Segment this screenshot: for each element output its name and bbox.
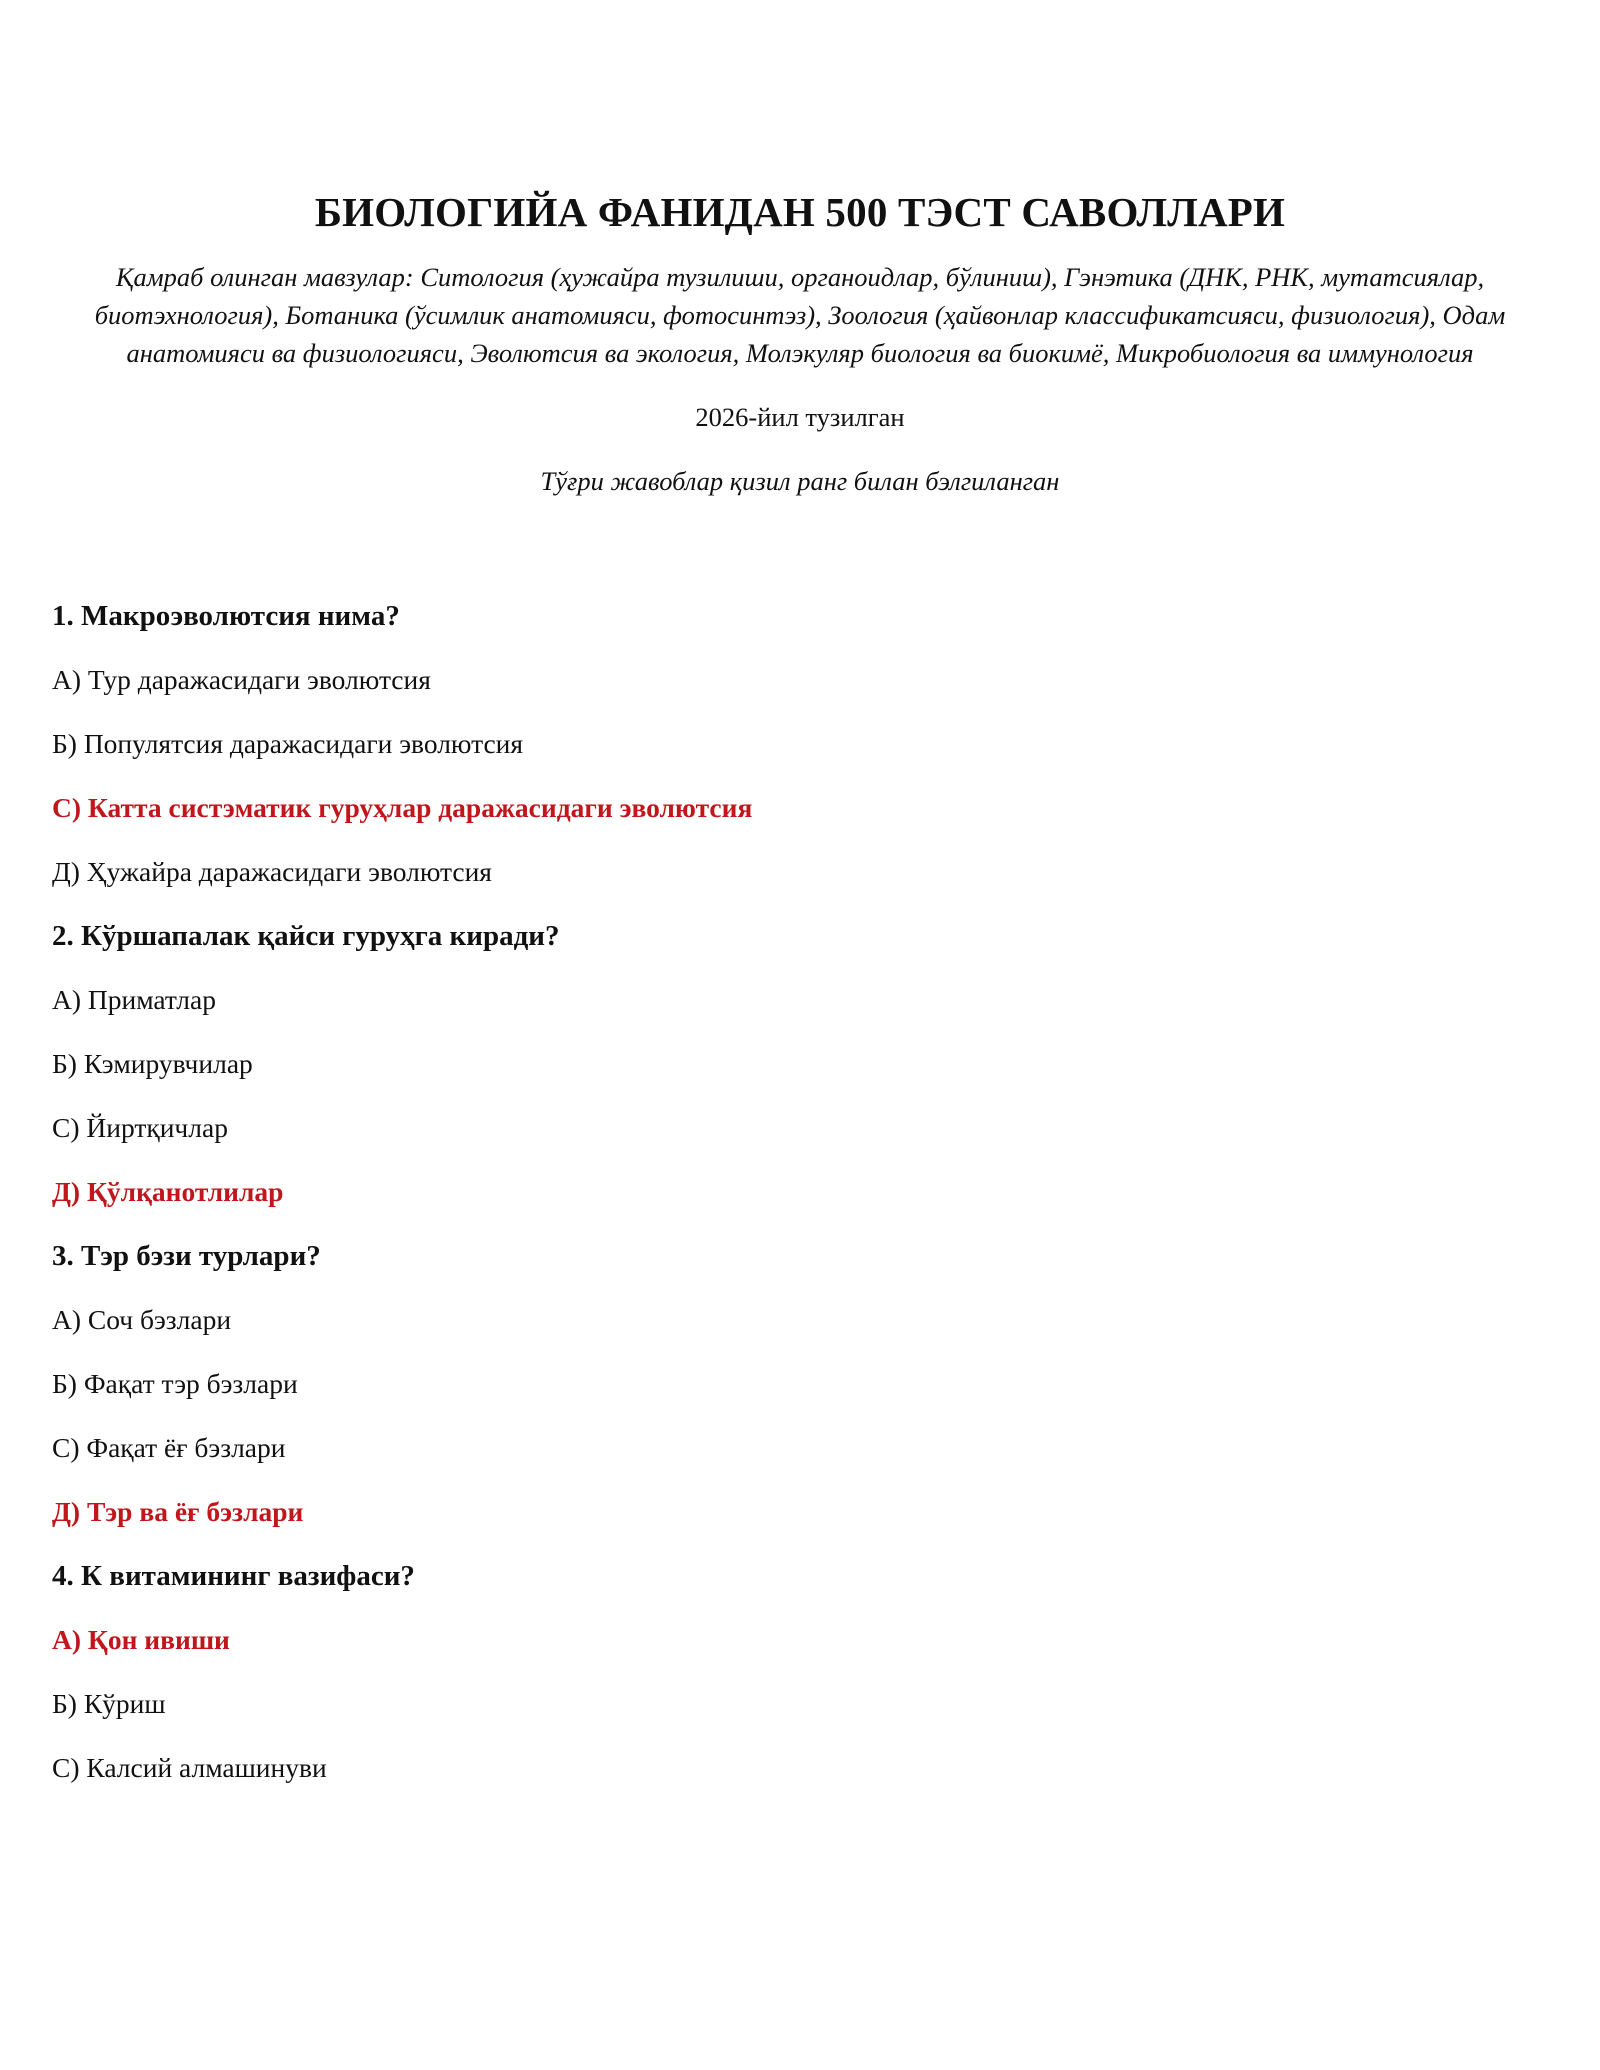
answer-option: С) Калсий алмашинуви: [52, 1752, 327, 1783]
answer-option: Б) Кўриш: [52, 1688, 166, 1719]
question-title: 1. Макроэволютсия нима?: [52, 600, 400, 632]
correct-answer-option: Д) Тэр ва ёғ бэзлари: [52, 1496, 304, 1527]
question-4: [52, 1556, 1548, 1788]
question-3: [52, 1236, 1548, 1532]
correct-answer-option: A) Қон ивиши: [52, 1624, 230, 1655]
answer-option: Б) Популятсия даражасидаги эволютсия: [52, 728, 524, 759]
document-title: БИОЛОГИЙА ФАНИДАН 500 ТЭСТ САВОЛЛАРИ: [314, 189, 1286, 235]
answer-key-note: Тўғри жавоблар қизил ранг билан бэлгиланган: [540, 466, 1060, 496]
answer-option: С) Фақат ёғ бэзлари: [52, 1432, 286, 1463]
question-title: 2. Кўршапалак қайси гуруҳга киради?: [52, 920, 560, 952]
answer-option: С) Йиртқичлар: [52, 1112, 228, 1143]
answer-option: Д) Ҳужайра даражасидаги эволютсия: [52, 856, 492, 887]
topics-description: Қамраб олинган мавзулар: Ситология (ҳужайра тузилиши, органоидлар, бўлиниш), Гэнэтика (ДНК, РНК, мутатсиялар, биотэхнология), Ботаника (ўсимлик анатомияси, фотосинтэз), Зоология (ҳайвонлар классификатсияси, физиология), Одам анатомияси ва физиологияси, Эволютсия ва экология, Молэкуляр биология ва биокимё, Микробиология ва иммунология: [94, 262, 1506, 368]
question-2: [52, 916, 1548, 1212]
question-list: [52, 596, 1548, 1788]
answer-option: Б) Фақат тэр бэзлари: [52, 1368, 298, 1399]
correct-answer-option: Д) Қўлқанотлилар: [52, 1176, 284, 1207]
answer-option: A) Соч бэзлари: [52, 1304, 232, 1335]
question-1: [52, 596, 1548, 892]
question-title: 3. Тэр бэзи турлари?: [52, 1240, 321, 1272]
answer-option: A) Тур даражасидаги эволютсия: [52, 664, 431, 695]
compiled-year: 2026-йил тузилган: [695, 402, 905, 432]
question-title: 4. К витамининг вазифаси?: [52, 1560, 415, 1592]
answer-option: Б) Кэмирувчилар: [52, 1048, 253, 1079]
correct-answer-option: С) Катта систэматик гуруҳлар даражасидаги эволютсия: [52, 792, 753, 823]
answer-option: A) Приматлар: [52, 984, 216, 1015]
